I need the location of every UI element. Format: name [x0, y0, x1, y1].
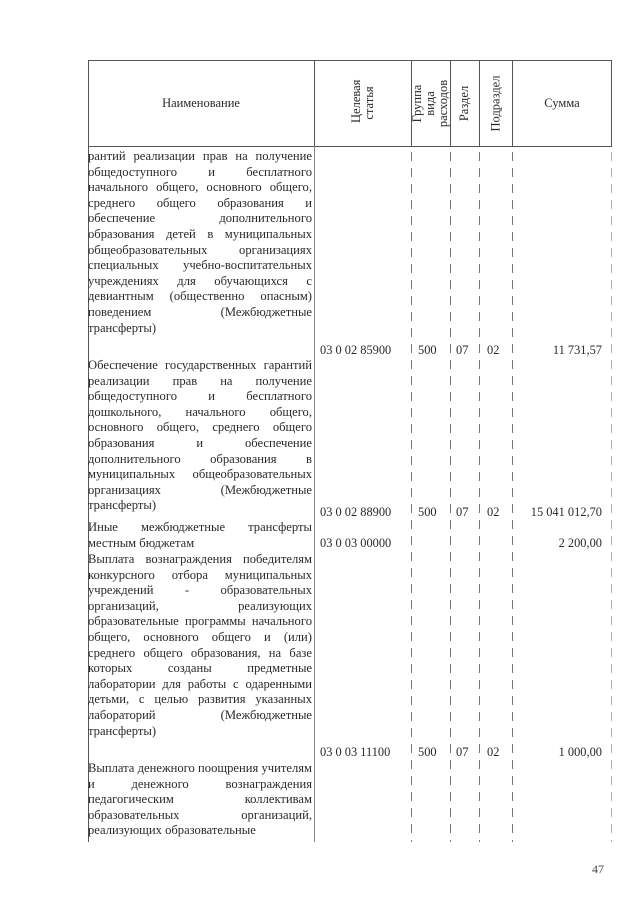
budget-table	[88, 60, 612, 842]
header-target-article-label: Целевая статья	[348, 79, 376, 123]
row-1-code: 03 0 02 85900	[320, 343, 392, 357]
row-1-sum: 11 731,57	[552, 343, 602, 357]
row-4-code: 03 0 03 11100	[320, 745, 391, 759]
body-divider-4	[479, 152, 480, 842]
body-divider-2	[411, 152, 412, 842]
header-expense-group-label: Группа вида расходов	[410, 79, 451, 127]
row-2-group: 500	[418, 505, 437, 519]
row-3-sum: 2 200,00	[558, 536, 602, 550]
row-3-name: Иные межбюджетные трансферты местным бюджетам	[88, 520, 312, 550]
header-sum-label: Сумма	[544, 95, 580, 110]
row-5-name: Выплата денежного поощрения учителям и денежного вознаграждения педагогическим коллективам образовательных организаций, реализующих образовательные	[88, 761, 312, 838]
row-2-section: 07	[456, 505, 469, 519]
header-expense-group	[411, 60, 450, 146]
header-name	[88, 60, 314, 146]
row-4-subsection: 02	[487, 745, 500, 759]
row-4-section: 07	[456, 745, 469, 759]
row-2-subsection: 02	[487, 505, 500, 519]
header-subsection-label: Подраздел	[488, 75, 502, 131]
header-target-article	[314, 60, 411, 146]
row-1-subsection: 02	[487, 343, 500, 357]
page-number: 47	[592, 862, 604, 876]
header-section-label: Раздел	[457, 85, 472, 121]
row-2-name: Обеспечение государственных гарантий реализации прав на получение общедоступного и бесплатного дошкольного, начального общего, основного общего, среднего общего образования и обеспечение дополнительного образования в муниципальных общеобразовательных организациях (Межбюджетные трансферты)	[88, 358, 312, 513]
row-2-code: 03 0 02 88900	[320, 505, 392, 519]
row-4-group: 500	[418, 745, 437, 759]
row-2-sum: 15 041 012,70	[530, 505, 602, 519]
body-divider-3	[450, 152, 451, 842]
header-bottom-border	[88, 146, 612, 147]
body-divider-5	[512, 152, 513, 842]
header-sum	[512, 60, 612, 146]
row-3-code: 03 0 03 00000	[320, 536, 392, 550]
body-divider-name	[314, 146, 315, 842]
row-1-section: 07	[456, 343, 469, 357]
header-section	[450, 60, 479, 146]
row-1-group: 500	[418, 343, 437, 357]
header-name-label: Наименование	[162, 95, 240, 110]
body-divider-right	[611, 152, 612, 842]
row-4-sum: 1 000,00	[558, 745, 602, 759]
row-1-name: рантий реализации прав на получение общедоступного и бесплатного начального общего, основного общего, среднего общего образования и обеспечение дополнительного образования детей в муниципальных общеобразовательных организациях специальных учебно-воспитательных учреждениях для обучающихся с девиантным (общественно опасным) поведением (Межбюджетные трансферты)	[88, 149, 312, 335]
header-subsection	[479, 60, 512, 146]
row-4-name: Выплата вознаграждения победителям конкурсного отбора муниципальных учреждений - образовательных организаций, реализующих образовательные программы начального общего, основного общего и (или) среднего общего образования, на базе которых созданы предметные лаборатории для работы с одаренными детьми, с целью развития указанных лабораторий (Межбюджетные трансферты)	[88, 552, 312, 738]
